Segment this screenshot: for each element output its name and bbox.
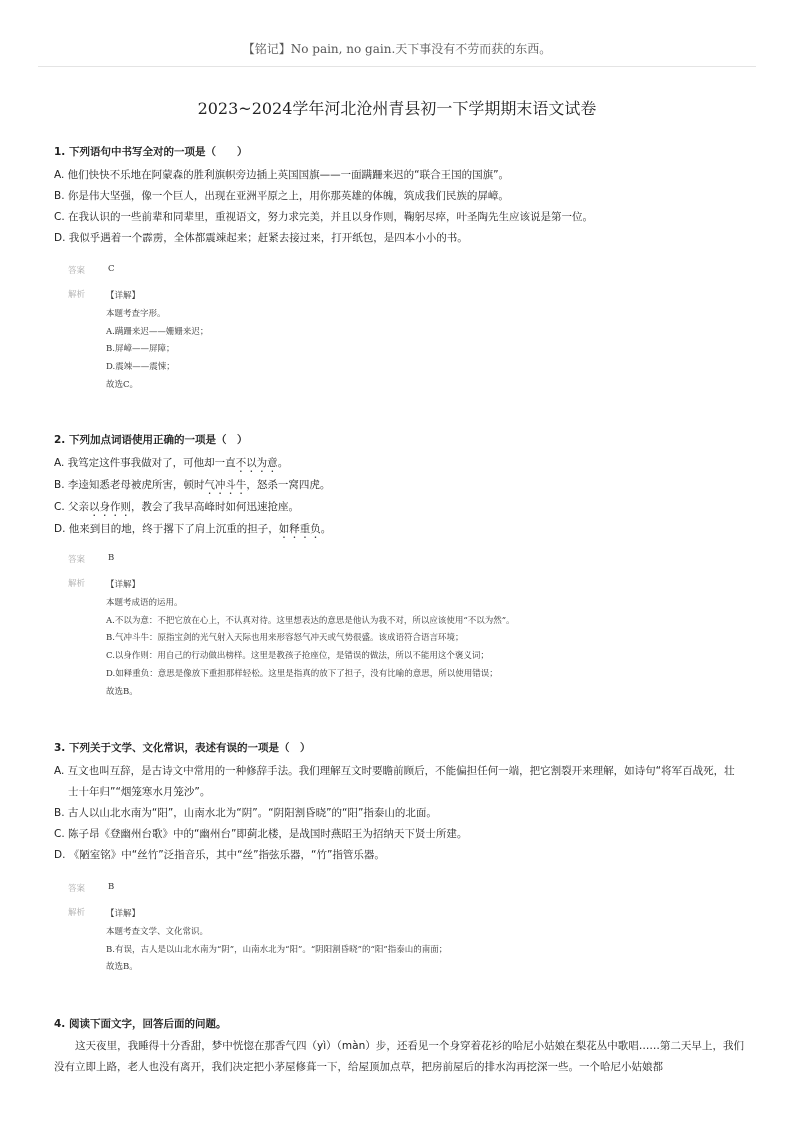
question-3 xyxy=(54,740,744,866)
answer-label: 答案 xyxy=(68,266,86,276)
explanation-label: 解析 xyxy=(68,579,86,589)
explanation-line: C.以身作则：用自己的行动做出榜样。这里是教孩子抢座位，是错误的做法，所以不能用这个褒义词； xyxy=(106,651,489,662)
answer-label: 答案 xyxy=(68,555,86,565)
answer-value: B xyxy=(108,882,115,892)
page-title: 2023~2024学年河北沧州青县初一下学期期末语文试卷 xyxy=(197,99,597,118)
question-3-title: 3. 下列关于文学、文化常识，表述有误的一项是（ ） xyxy=(54,742,311,754)
explanation-line: 故选C。 xyxy=(106,379,139,390)
question-1-option-a: A. 他们快快不乐地在阿蒙森的胜利旗帜旁边插上英国国旗——一面蹒跚来迟的“联合王国的国旗”。 xyxy=(54,169,510,181)
explanation-line: D.震竦——震悚； xyxy=(106,362,175,373)
explanation-line: A.蹒跚来迟——姗姗来迟； xyxy=(106,326,209,337)
question-4-passage: 这天夜里，我睡得十分香甜，梦中恍惚在那香气四（yì）（màn）步，还看见一个身穿着花衫的哈尼小姑娘在梨花丛中歌唱……第二天早上，我们没有立即上路，老人也没有离开，我们决定把小茅屋修葺一下，给屋顶加点草，把房前屋后的排水沟再挖深一些。一个哈尼小姑娘都 xyxy=(54,1040,744,1073)
explanation-line: 本题考成语的运用。 xyxy=(106,597,183,608)
question-1 xyxy=(54,144,744,249)
answer-value: C xyxy=(108,264,115,274)
question-3-option-a: A. 互文也叫互辞，是古诗文中常用的一种修辞手法。我们理解互文时要瞻前顾后，不能偏担任何一端，把它割裂开来理解，如诗句“将军百战死，壮士十年归”“烟笼寒水月笼沙”。 xyxy=(54,765,735,798)
explanation-line: 【详解】 xyxy=(106,909,141,919)
question-2-option-c: C. 父亲以身作则，教会了我早高峰时如何迅速抢座。 xyxy=(54,501,300,513)
question-2-title: 2. 下列加点词语使用正确的一项是（ ） xyxy=(54,434,248,446)
motto-header: 【铭记】No pain, no gain.天下事没有不劳而获的东西。 xyxy=(242,42,552,56)
question-3-option-d: D. 《陋室铭》中“丝竹”泛指音乐，其中“丝”指弦乐器，“竹”指管乐器。 xyxy=(54,849,385,861)
explanation-line: 本题考查文学、文化常识。 xyxy=(106,926,209,937)
explanation-line: 故选B。 xyxy=(106,686,138,697)
explanation-line: D.如释重负：意思是像放下重担那样轻松。这里是指真的放下了担子，没有比喻的意思，所以使用错误； xyxy=(106,668,498,679)
explanation-line: 故选B。 xyxy=(106,962,138,973)
question-1-option-b: B. 你是伟大坚强，像一个巨人，出现在亚洲平原之上，用你那英雄的体魄，筑成我们民族的屏嶂。 xyxy=(54,190,509,202)
answer-value: B xyxy=(108,553,115,563)
explanation-line: B.屏嶂——屏障； xyxy=(106,344,175,355)
question-1-option-c: C. 在我认识的一些前辈和同辈里，重视语文，努力求完美，并且以身作则，鞠躬尽瘁，叶圣陶先生应该说是第一位。 xyxy=(54,211,594,223)
explanation-label: 解析 xyxy=(68,290,86,300)
question-3-option-c: C. 陈子昂《登幽州台歌》中的“幽州台”即蓟北楼，是战国时燕昭王为招纳天下贤士所建。 xyxy=(54,828,468,840)
dotted-phrase: 不以为意 xyxy=(235,457,278,469)
dotted-phrase: 气冲斗牛 xyxy=(204,479,247,491)
dotted-phrase: 如释重负 xyxy=(278,523,321,535)
question-3-option-b: B. 古人以山北水南为“阳”，山南水北为“阴”。“阴阳割昏晓”的“阳”指泰山的北面。 xyxy=(54,807,437,819)
explanation-line: B.有误，古人是以山北水南为“阴”，山南水北为“阳”。“阴阳割昏晓”的“阳”指泰山的南面； xyxy=(106,944,448,955)
question-4 xyxy=(54,1016,744,1078)
question-2-option-b: B. 李逵知悉老母被虎所害，顿时气冲斗牛，怒杀一窝四虎。 xyxy=(54,479,331,491)
header-divider xyxy=(38,66,756,67)
question-2-option-a: A. 我笃定这件事我做对了，可他却一直不以为意。 xyxy=(54,457,289,469)
explanation-line: 【详解】 xyxy=(106,291,141,301)
explanation-label: 解析 xyxy=(68,908,86,918)
explanation-line: 【详解】 xyxy=(106,580,141,590)
answer-label: 答案 xyxy=(68,884,86,894)
question-1-option-d: D. 我似乎遇着一个霹雳，全体都震竦起来；赶紧去接过来，打开纸包，是四本小小的书。 xyxy=(54,232,468,244)
explanation-line: 本题考查字形。 xyxy=(106,308,166,319)
question-1-title: 1. 下列语句中书写全对的一项是（ ） xyxy=(54,146,248,158)
question-2-option-d: D. 他来到目的地，终于撂下了肩上沉重的担子，如释重负。 xyxy=(54,523,332,535)
explanation-line: B.气冲斗牛：原指宝剑的光气射入天际也用来形容怒气冲天或气势很盛。该成语符合语言环境； xyxy=(106,633,464,644)
dotted-phrase: 以身作则 xyxy=(89,501,132,513)
question-4-title: 4. 阅读下面文字，回答后面的问题。 xyxy=(54,1018,227,1030)
explanation-line: A.不以为意：不把它放在心上，不认真对待。这里想表达的意思是他认为我不对，所以应该使用“不以为然”。 xyxy=(106,615,515,626)
question-2 xyxy=(54,432,744,541)
